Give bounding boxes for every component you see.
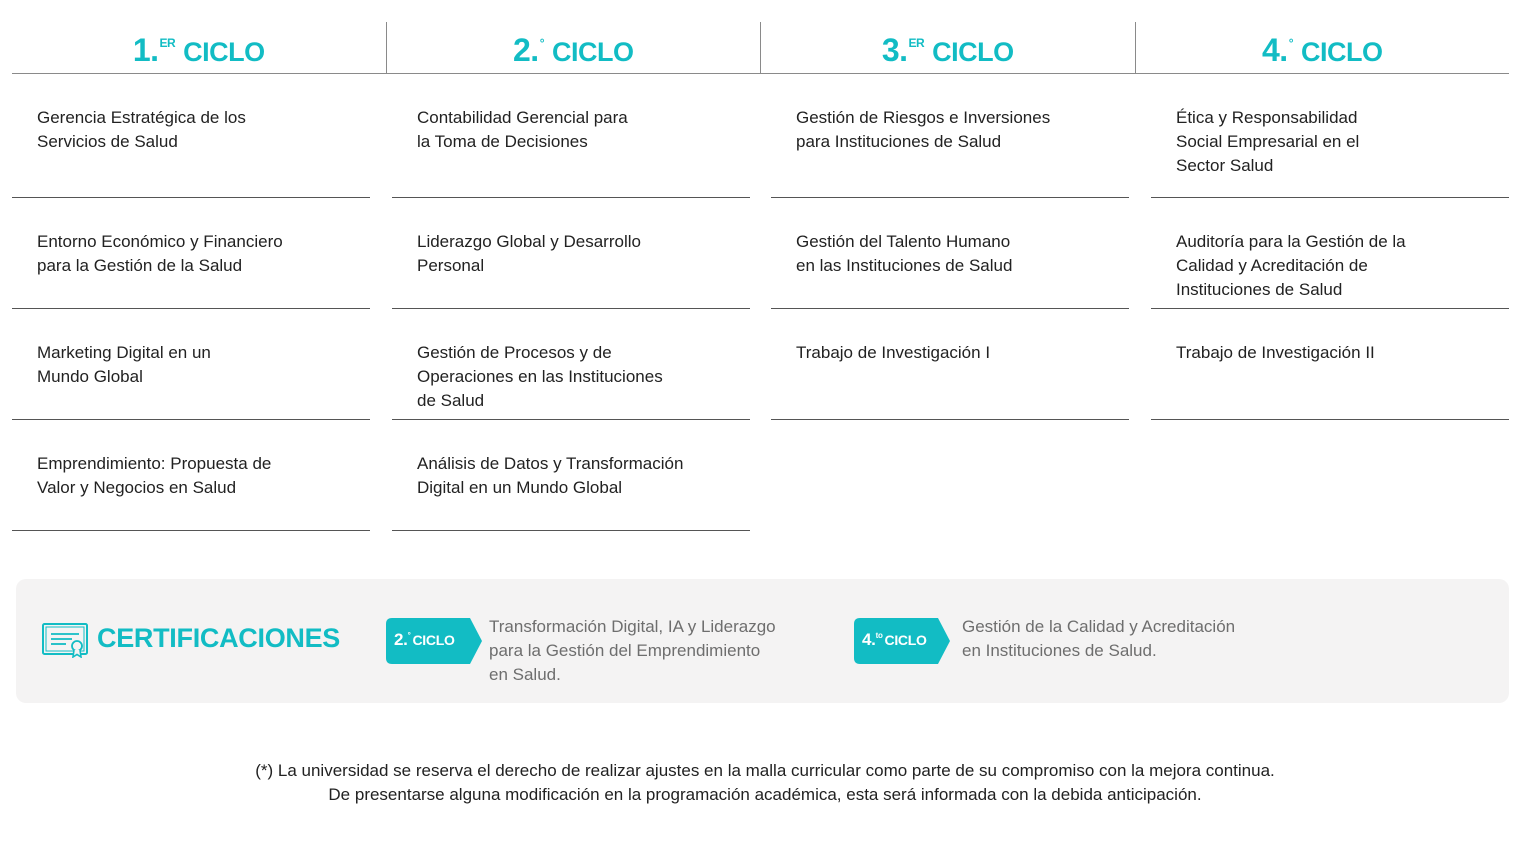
cycle-title-1: [133, 32, 265, 69]
course-item: [392, 198, 750, 309]
badge-number: 4.: [862, 630, 876, 649]
course-name: Gestión del Talento Humano en las Instituciones de Salud: [796, 232, 1013, 275]
course-name: Trabajo de Investigación I: [796, 343, 991, 362]
course-column-2: [392, 74, 750, 531]
certification-description-1: Transformación Digital, IA y Liderazgo para la Gestión del Emprendimiento en Salud.: [489, 617, 776, 684]
course-item: [392, 74, 750, 198]
course-name: Ética y Responsabilidad Social Empresarial en el Sector Salud: [1176, 108, 1360, 175]
cycle-title-4: [1262, 32, 1383, 69]
cycle-header-1: [12, 22, 387, 73]
cycle-header-4: [1136, 22, 1510, 73]
cycle-title-2: [513, 32, 634, 69]
course-item: [771, 309, 1129, 420]
course-name: Emprendimiento: Propuesta de Valor y Negocios en Salud: [37, 454, 272, 497]
certifications-title: CERTIFICACIONES: [97, 623, 341, 653]
certificate-icon: [42, 622, 88, 658]
course-item: [771, 74, 1129, 198]
cycle-label: CICLO: [932, 37, 1014, 67]
cycle-suffix: °: [1288, 36, 1293, 50]
cycle-number: 4.: [1262, 32, 1288, 68]
footnote-line-2: De presentarse alguna modificación en la programación académica, esta será informada con la debida anticipación.: [328, 785, 1202, 804]
course-name: Análisis de Datos y Transformación Digital en un Mundo Global: [417, 454, 684, 497]
cycle-header-2: [387, 22, 762, 73]
course-item: [12, 309, 370, 420]
course-column-4: [1151, 74, 1509, 420]
certification-description-2: Gestión de la Calidad y Acreditación en Instituciones de Salud.: [962, 617, 1236, 660]
cycle-badge-2: [386, 618, 482, 664]
course-item: [1151, 309, 1509, 420]
footnote-line-1: (*) La universidad se reserva el derecho de realizar ajustes en la malla curricular como parte de su compromiso con la mejora continua.: [255, 761, 1275, 780]
course-column-3: [771, 74, 1129, 420]
course-name: Entorno Económico y Financiero para la Gestión de la Salud: [37, 232, 283, 275]
cycle-header-3: [761, 22, 1136, 73]
course-name: Gestión de Riesgos e Inversiones para Instituciones de Salud: [796, 108, 1051, 151]
cycle-number: 2.: [513, 32, 539, 68]
footnote: [0, 759, 1530, 807]
certifications-panel: [16, 579, 1509, 703]
badge-label: [394, 630, 455, 650]
cycle-header-row: [12, 22, 1509, 74]
course-column-1: [12, 74, 370, 531]
course-name: Auditoría para la Gestión de la Calidad y Acreditación de Instituciones de Salud: [1176, 232, 1406, 299]
course-item: [12, 420, 370, 531]
badge-ciclo: CICLO: [884, 632, 927, 648]
badge-number: 2.: [394, 630, 408, 649]
course-item: [12, 198, 370, 309]
course-name: Gerencia Estratégica de los Servicios de Salud: [37, 108, 246, 151]
course-name: Liderazgo Global y Desarrollo Personal: [417, 232, 641, 275]
cycle-suffix: °: [539, 36, 544, 50]
badge-suffix: °: [407, 631, 411, 640]
cycle-label: CICLO: [552, 37, 634, 67]
cycle-number: 3.: [881, 32, 908, 68]
course-name: Marketing Digital en un Mundo Global: [37, 343, 211, 386]
course-item: [392, 420, 750, 531]
cycle-label: CICLO: [183, 37, 265, 67]
badge-label: [862, 630, 927, 650]
course-name: Contabilidad Gerencial para la Toma de Decisiones: [417, 108, 628, 151]
course-item: [392, 309, 750, 420]
cycle-number: 1.: [132, 32, 159, 68]
cycle-suffix: ER: [908, 36, 925, 50]
cycle-badge-4: [854, 618, 950, 664]
course-item: [1151, 198, 1509, 309]
course-name: Gestión de Procesos y de Operaciones en las Instituciones de Salud: [417, 343, 663, 410]
course-item: [771, 198, 1129, 309]
course-name: Trabajo de Investigación II: [1176, 343, 1375, 362]
cycle-label: CICLO: [1301, 37, 1383, 67]
cycle-suffix: ER: [159, 36, 176, 50]
badge-ciclo: CICLO: [412, 632, 455, 648]
badge-suffix: to: [875, 631, 883, 640]
course-item: [1151, 74, 1509, 198]
course-item: [12, 74, 370, 198]
cycle-title-3: [882, 32, 1014, 69]
